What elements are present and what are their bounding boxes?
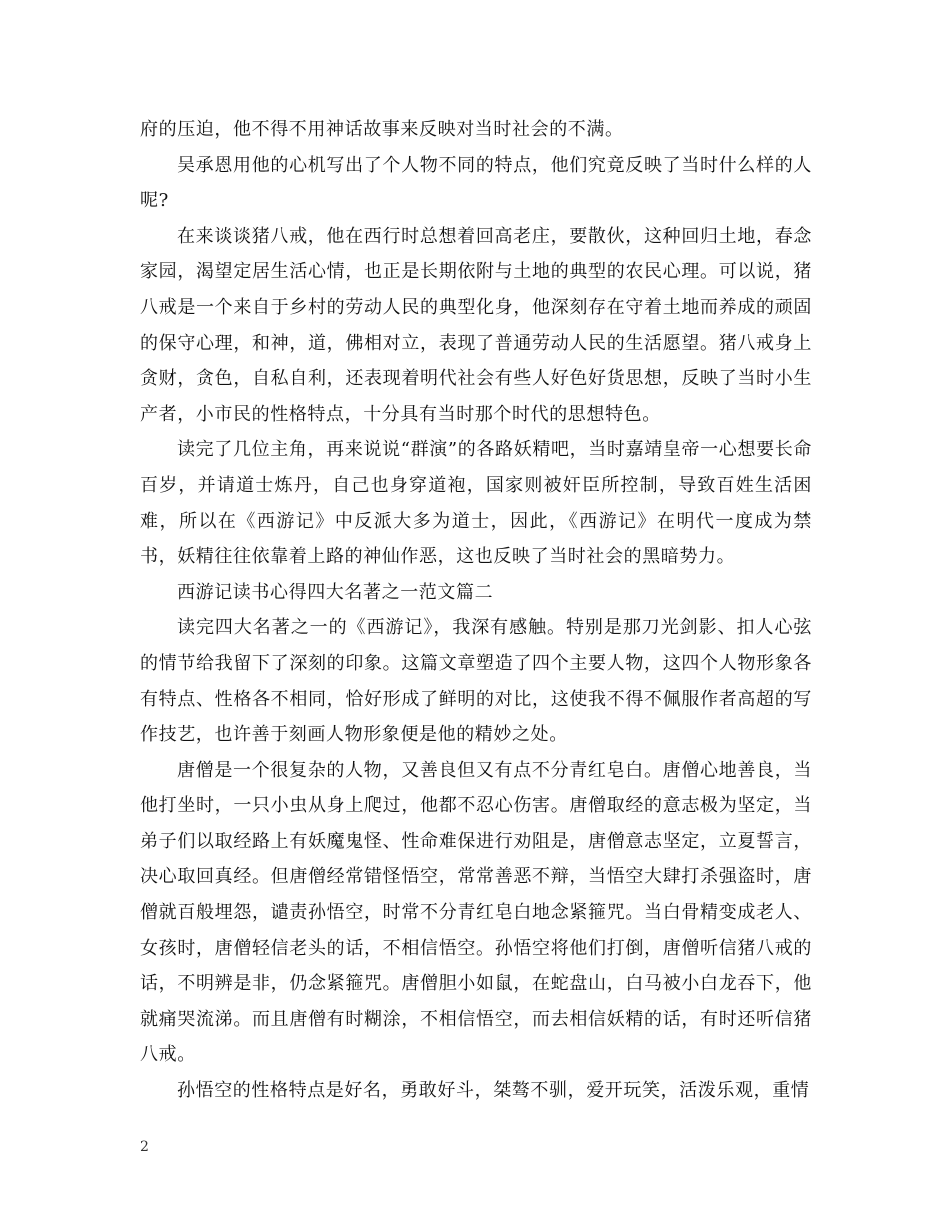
body-text <box>140 112 812 1109</box>
paragraph-7: 孙悟空的性格特点是好名，勇敢好斗，桀骜不驯，爱开玩笑，活泼乐观，重情 <box>177 1080 810 1102</box>
paragraph-2: 吴承恩用他的心机写出了个人物不同的特点，他们究竟反映了当时什么样的人呢? <box>140 154 812 212</box>
page-number: 2 <box>140 1139 149 1155</box>
paragraph-6: 唐僧是一个很复杂的人物，又善良但又有点不分青红皂白。唐僧心地善良，当他打坐时，一只小虫从身上爬过，他都不忍心伤害。唐僧取经的意志极为坚定，当弟子们以取经路上有妖魔鬼怪、性命难保进行劝阻是，唐僧意志坚定，立夏誓言，决心取回真经。但唐僧经常错怪悟空，常常善恶不辩，当悟空大肆打杀强盗时，唐僧就百般埋怨，谴责孙悟空，时常不分青红皂白地念紧箍咒。当白骨精变成老人、女孩时，唐僧轻信老头的话，不相信悟空。孙悟空将他们打倒，唐僧听信猪八戒的话，不明辨是非，仍念紧箍咒。唐僧胆小如鼠，在蛇盘山，白马被小白龙吞下，他就痛哭流涕。而且唐僧有时糊涂，不相信悟空，而去相信妖精的话，有时还听信猪八戒。 <box>140 759 812 1066</box>
section-heading: 西游记读书心得四大名著之一范文篇二 <box>177 581 494 603</box>
paragraph-5: 读完四大名著之一的《西游记》，我深有感触。特别是那刀光剑影、扣人心弦的情节给我留下了深刻的印象。这篇文章塑造了四个主要人物，这四个人物形象各有特点、性格各不相同，恰好形成了鲜明的对比，这使我不得不佩服作者高超的写作技艺，也许善于刻画人物形象便是他的精妙之处。 <box>140 617 812 746</box>
paragraph-3: 在来谈谈猪八戒，他在西行时总想着回高老庄，要散伙，这种回归土地，春念家园，渴望定居生活心情，也正是长期依附与土地的典型的农民心理。可以说，猪八戒是一个来自于乡村的劳动人民的典型化身，他深刻存在守着土地而养成的顽固的保守心理，和神，道，佛相对立，表现了普通劳动人民的生活愿望。猪八戒身上贪财，贪色，自私自利，还表现着明代社会有些人好色好货思想，反映了当时小生产者，小市民的性格特点，十分具有当时那个时代的思想特色。 <box>140 225 812 425</box>
paragraph-1: 府的压迫，他不得不用神话故事来反映对当时社会的不满。 <box>140 119 624 140</box>
paragraph-4: 读完了几位主角，再来说说“群演”的各路妖精吧，当时嘉靖皇帝一心想要长命百岁，并请道士炼丹，自己也身穿道袍，国家则被奸臣所控制，导致百姓生活困难，所以在《西游记》中反派大多为道士，因此，《西游记》在明代一度成为禁书，妖精往往依靠着上路的神仙作恶，这也反映了当时社会的黑暗势力。 <box>140 439 812 568</box>
